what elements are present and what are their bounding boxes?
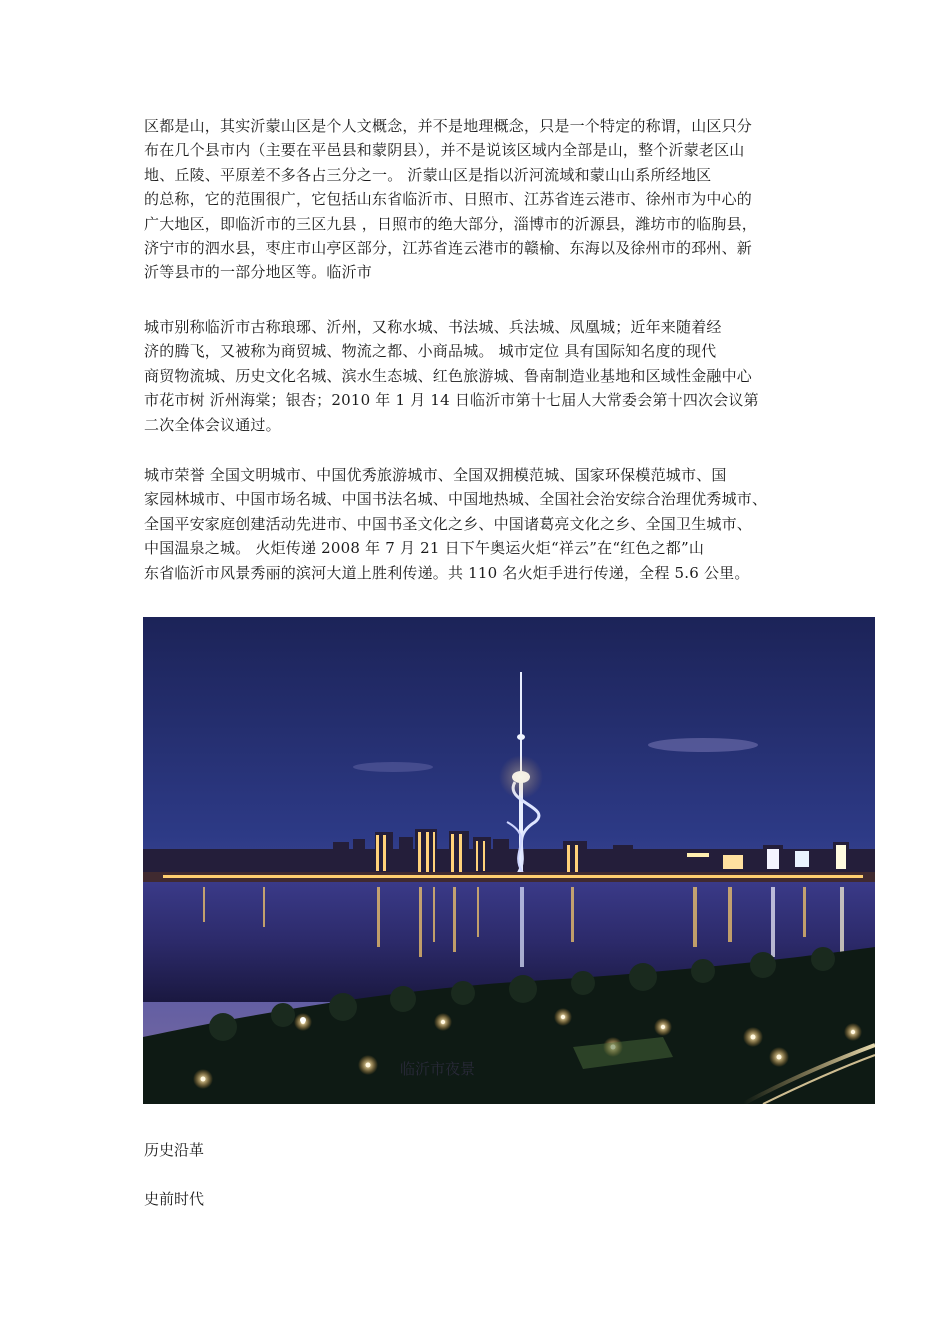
- text-line: 二次全体会议通过。: [144, 415, 281, 434]
- text-line: 东省临沂市风景秀丽的滨河大道上胜利传递。共 110 名火炬手进行传递，全程 5.6 公里。: [144, 563, 750, 582]
- text-line: 商贸物流城、历史文化名城、滨水生态城、红色旅游城、鲁南制造业基地和区域性金融中心: [144, 366, 753, 385]
- text-line: 中国温泉之城。 火炬传递 2008 年 7 月 21 日下午奥运火炬“祥云”在“红色之都”山: [144, 539, 705, 558]
- city-night-photo: [143, 617, 875, 1104]
- section-heading: 历史沿革: [144, 1141, 205, 1159]
- text-line: 全国平安家庭创建活动先进市、中国书圣文化之乡、中国诸葛亮文化之乡、全国卫生城市、: [144, 514, 753, 533]
- text-line: 城市别称临沂市古称琅琊、沂州，又称水城、书法城、兵法城、凤凰城；近年来随着经: [144, 318, 722, 336]
- text-line: 的总称，它的范围很广，它包括山东省临沂市、日照市、江苏省连云港市、徐州市为中心的: [144, 190, 753, 209]
- text-line: 家园林城市、中国市场名城、中国书法名城、中国地热城、全国社会治安综合治理优秀城市、: [144, 490, 768, 509]
- text-line: 城市荣誉 全国文明城市、中国优秀旅游城市、全国双拥模范城、国家环保模范城市、国: [144, 466, 727, 484]
- photo-caption: 临沂市夜景: [400, 1060, 476, 1078]
- text-line: 济的腾飞，又被称为商贸城、物流之都、小商品城。 城市定位 具有国际知名度的现代: [144, 342, 717, 361]
- text-line: 济宁市的泗水县，枣庄市山亭区部分，江苏省连云港市的赣榆、东海以及徐州市的邳州、新: [144, 239, 753, 258]
- paragraph-yimeng-region: [144, 114, 812, 285]
- section-heading: 史前时代: [144, 1190, 205, 1208]
- text-line: 市花市树 沂州海棠；银杏；2010 年 1 月 14 日临沂市第十七届人大常委会第十四次会议第: [144, 391, 759, 410]
- paragraph-city-names: [144, 315, 812, 437]
- paragraph-city-honors: [144, 463, 812, 585]
- text-line: 地、丘陵、平原差不多各占三分之一。 沂蒙山区是指以沂河流域和蒙山山系所经地区: [144, 165, 712, 184]
- text-line: 广大地区，即临沂市的三区九县 ，日照市的绝大部分，淄博市的沂源县，潍坊市的临朐县，: [144, 214, 757, 233]
- night-skyline-image: [143, 617, 875, 1104]
- text-line: 布在几个县市内（主要在平邑县和蒙阴县），并不是说该区域内全部是山，整个沂蒙老区山: [144, 141, 745, 160]
- text-line: 区都是山，其实沂蒙山区是个人文概念，并不是地理概念，只是一个特定的称谓，山区只分: [144, 117, 753, 135]
- text-line: 沂等县市的一部分地区等。临沂市: [144, 263, 373, 282]
